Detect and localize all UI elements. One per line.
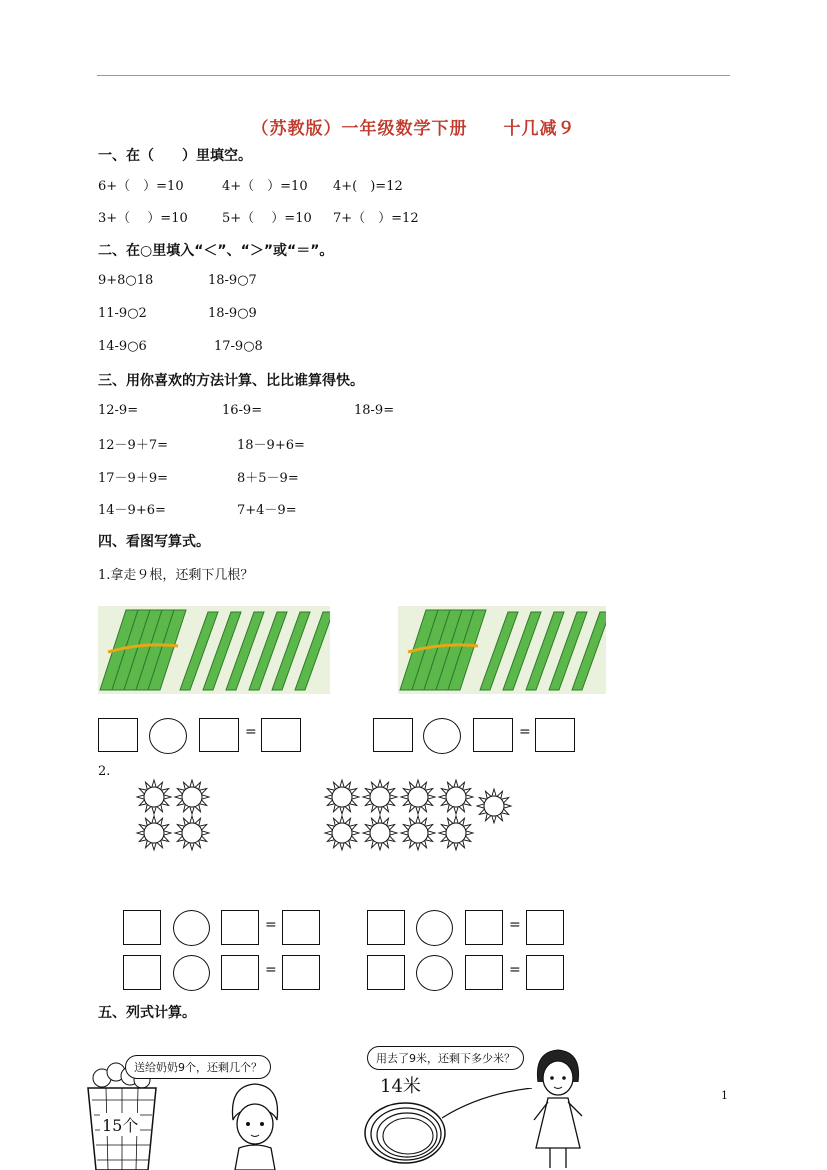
calc-item: 18－9+6= bbox=[237, 438, 305, 453]
fill-item: 7+（ ）=12 bbox=[333, 211, 419, 226]
sun-icon bbox=[137, 816, 171, 850]
page-title: （苏教版）一年级数学下册 十几减９ bbox=[251, 119, 576, 139]
sun-group-right bbox=[320, 778, 520, 856]
fill-item: 3+（ ）=10 bbox=[98, 211, 188, 226]
answer-box[interactable] bbox=[221, 910, 259, 945]
fill-item: 4+（ ）=10 bbox=[222, 179, 308, 194]
answer-box[interactable] bbox=[526, 910, 564, 945]
fill-item: 4+( )=12 bbox=[333, 179, 403, 194]
header-rule bbox=[97, 75, 730, 76]
sun-group-left bbox=[130, 778, 220, 856]
calc-item: 17－9＋9= bbox=[98, 471, 168, 486]
answer-box[interactable] bbox=[367, 910, 405, 945]
answer-box[interactable] bbox=[282, 910, 320, 945]
speech-bubble-right: 用去了9米，还剩下多少米？ bbox=[367, 1046, 524, 1070]
sun-icon bbox=[175, 816, 209, 850]
calc-item: 12-9= bbox=[98, 403, 139, 418]
sun-icon bbox=[439, 780, 473, 814]
section1-heading: 一、在（ ）里填空。 bbox=[98, 148, 252, 164]
sun-icon bbox=[439, 816, 473, 850]
section5-heading: 五、列式计算。 bbox=[98, 1005, 196, 1021]
fill-item: 6+（ ）=10 bbox=[98, 179, 184, 194]
equals-sign: = bbox=[245, 724, 257, 740]
answer-box[interactable] bbox=[367, 955, 405, 990]
section4-heading: 四、看图写算式。 bbox=[98, 534, 210, 550]
answer-box[interactable] bbox=[465, 955, 503, 990]
compare-item: 18-9○7 bbox=[208, 273, 257, 288]
speech-bubble-left: 送给奶奶9个，还剩几个？ bbox=[125, 1055, 271, 1079]
answer-box[interactable] bbox=[535, 718, 575, 752]
operator-circle[interactable] bbox=[173, 955, 210, 991]
answer-box[interactable] bbox=[123, 910, 161, 945]
answer-box[interactable] bbox=[261, 718, 301, 752]
operator-circle[interactable] bbox=[149, 718, 187, 754]
sticks-picture-right bbox=[398, 606, 606, 694]
equals-sign: = bbox=[519, 724, 531, 740]
answer-box[interactable] bbox=[199, 718, 239, 752]
calc-item: 14－9+6= bbox=[98, 503, 166, 518]
answer-box[interactable] bbox=[221, 955, 259, 990]
sun-icon bbox=[363, 780, 397, 814]
equals-sign: = bbox=[509, 917, 521, 933]
rope-coil-illustration bbox=[360, 1088, 540, 1170]
sun-icon bbox=[325, 816, 359, 850]
sun-icon bbox=[137, 780, 171, 814]
girl-illustration-right bbox=[528, 1048, 588, 1170]
operator-circle[interactable] bbox=[416, 910, 453, 946]
calc-item: 7+4－9= bbox=[237, 503, 297, 518]
calc-item: 18-9= bbox=[354, 403, 395, 418]
equals-sign: = bbox=[265, 962, 277, 978]
sticks-picture-left bbox=[98, 606, 330, 694]
page-number: 1 bbox=[721, 1089, 728, 1102]
question-2-label: 2. bbox=[98, 764, 111, 779]
calc-item: 8＋5－9= bbox=[237, 471, 299, 486]
section3-heading: 三、用你喜欢的方法计算、比比谁算得快。 bbox=[98, 373, 364, 389]
calc-item: 16-9= bbox=[222, 403, 263, 418]
compare-item: 18-9○9 bbox=[208, 306, 257, 321]
equals-sign: = bbox=[509, 962, 521, 978]
operator-circle[interactable] bbox=[416, 955, 453, 991]
compare-item: 17-9○8 bbox=[214, 339, 263, 354]
answer-box[interactable] bbox=[98, 718, 138, 752]
basket-label: 15个 bbox=[100, 1113, 140, 1136]
answer-box[interactable] bbox=[465, 910, 503, 945]
answer-box[interactable] bbox=[123, 955, 161, 990]
calc-item: 12－9＋7= bbox=[98, 438, 168, 453]
sun-icon bbox=[363, 816, 397, 850]
compare-item: 9+8○18 bbox=[98, 273, 154, 288]
sun-icon bbox=[477, 789, 511, 823]
answer-box[interactable] bbox=[526, 955, 564, 990]
operator-circle[interactable] bbox=[423, 718, 461, 754]
section2-heading: 二、在○里填入“＜”、“＞”或“＝”。 bbox=[98, 243, 334, 259]
operator-circle[interactable] bbox=[173, 910, 210, 946]
equals-sign: = bbox=[265, 917, 277, 933]
sun-icon bbox=[175, 780, 209, 814]
answer-box[interactable] bbox=[373, 718, 413, 752]
compare-item: 14-9○6 bbox=[98, 339, 147, 354]
sun-icon bbox=[325, 780, 359, 814]
sun-icon bbox=[401, 816, 435, 850]
fill-item: 5+（ ）=10 bbox=[222, 211, 312, 226]
answer-box[interactable] bbox=[473, 718, 513, 752]
girl-illustration-left bbox=[225, 1080, 285, 1170]
question-1-text: 1.拿走９根，还剩下几根？ bbox=[98, 568, 254, 583]
compare-item: 11-9○2 bbox=[98, 306, 147, 321]
sun-icon bbox=[401, 780, 435, 814]
answer-box[interactable] bbox=[282, 955, 320, 990]
rope-label: 14米 bbox=[380, 1076, 421, 1097]
